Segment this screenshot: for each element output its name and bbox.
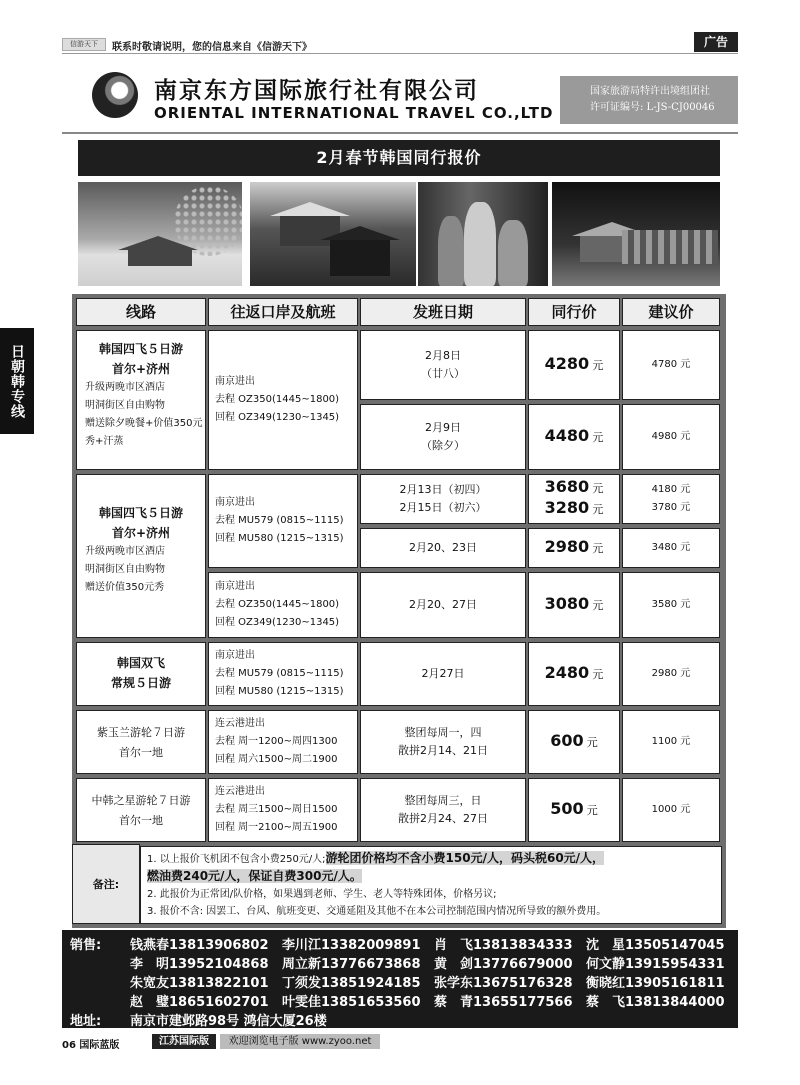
departure-date: 2月15日（初六）	[399, 501, 487, 514]
trade-price: 3680	[544, 477, 590, 496]
trade-price: 600	[550, 730, 584, 750]
header-recommended-price: 建议价	[622, 298, 720, 326]
departure-date: 2月20、23日	[409, 541, 477, 554]
sales-contact: 蔡 青13655177566	[434, 995, 573, 1010]
company-header	[62, 62, 738, 134]
page-number: 06 国际蓝版	[62, 1040, 120, 1051]
company-name-cn: 南京东方国际旅行社有限公司	[154, 78, 479, 104]
port-flight-cell	[208, 330, 358, 470]
notes-label: 备注:	[72, 844, 140, 924]
trade-price-cell	[528, 778, 620, 842]
header-route: 线路	[76, 298, 206, 326]
recommended-price-cell	[622, 710, 720, 774]
currency-unit: 元	[592, 667, 604, 681]
recommended-price: 1100 元	[651, 736, 691, 747]
departure-date-cell	[360, 528, 526, 568]
currency-unit: 元	[592, 430, 604, 444]
recommended-price: 3480 元	[651, 542, 691, 553]
port-name: 连云港进出	[215, 786, 265, 797]
sales-contact: 周立新13776673868	[282, 957, 421, 972]
trade-price: 4480	[544, 425, 590, 445]
photo-temple	[250, 182, 416, 286]
company-name-en: ORIENTAL INTERNATIONAL TRAVEL CO.,LTD	[154, 104, 554, 122]
currency-unit: 元	[592, 358, 604, 372]
address-label: 地址:	[70, 1014, 102, 1029]
sales-contact: 衡晓红13905161811	[586, 976, 725, 991]
trade-price: 500	[550, 798, 584, 818]
recommended-price: 4180 元	[651, 484, 691, 495]
lunar-date: （除夕）	[421, 439, 465, 452]
recommended-price-cell	[622, 528, 720, 568]
sales-label: 销售:	[70, 938, 102, 953]
departure-date-cell	[360, 642, 526, 706]
port-name: 连云港进出	[215, 718, 265, 729]
sales-contact: 丁须发13851924185	[282, 976, 421, 991]
outbound-flight: 去程 MU579 (0815~1115)	[215, 515, 344, 526]
outbound-sailing: 去程 周三1500~周日1500	[215, 804, 338, 815]
departure-date-cell	[360, 710, 526, 774]
port-name: 南京进出	[215, 650, 255, 661]
trade-price-cell	[528, 330, 620, 400]
recommended-price: 4980 元	[651, 431, 691, 442]
trade-price: 2480	[544, 662, 590, 682]
publisher-logo: 信游天下	[62, 38, 106, 51]
license-line-2: 许可证编号: L-JS-CJ00046	[590, 102, 715, 113]
port-name: 南京进出	[215, 581, 255, 592]
departure-date: 2月8日	[425, 349, 461, 362]
note-2: 2. 此报价为正常团/队价格，如果遇到老师、学生、老人等特殊团体，价格另议;	[147, 889, 497, 900]
recommended-price-cell	[622, 474, 720, 524]
sales-contact: 赵 璧18651602701	[130, 995, 269, 1010]
departure-date: 2月13日（初四）	[399, 483, 487, 496]
header-trade-price: 同行价	[528, 298, 620, 326]
recommended-price: 3580 元	[651, 599, 691, 610]
departure-date: 2月9日	[425, 421, 461, 434]
return-flight: 回程 OZ349(1230~1345)	[215, 412, 340, 423]
return-sailing: 回程 周一2100~周五1900	[215, 822, 338, 833]
currency-unit: 元	[592, 503, 604, 516]
top-strip	[62, 36, 738, 54]
route-title: 韩国四飞５日游	[98, 506, 183, 520]
return-flight: 回程 MU580 (1215~1315)	[215, 686, 344, 697]
route-feature: 明洞街区自由购物	[85, 564, 165, 575]
recommended-price: 4780 元	[651, 359, 691, 370]
website-link[interactable]: 欢迎浏览电子版 www.zyoo.net	[220, 1034, 380, 1049]
sales-contact: 李川江13382009891	[282, 938, 421, 953]
page-footer	[62, 1034, 738, 1050]
recommended-price: 1000 元	[651, 804, 691, 815]
sales-contacts	[62, 930, 738, 1028]
return-sailing: 回程 周六1500~周二1900	[215, 754, 338, 765]
sales-contact: 何文静13915954331	[586, 957, 725, 972]
header-departure-date: 发班日期	[360, 298, 526, 326]
route-subtitle: 首尔一地	[119, 814, 163, 827]
outbound-sailing: 去程 周一1200~周四1300	[215, 736, 338, 747]
photo-snow-palace	[78, 182, 242, 286]
photo-night-palace	[552, 182, 720, 286]
departure-date: 散拼2月14、21日	[398, 744, 488, 757]
header-port-flight: 往返口岸及航班	[208, 298, 358, 326]
route-cell	[76, 642, 206, 706]
sales-contact: 叶雯佳13851653560	[282, 995, 421, 1010]
route-subtitle: 首尔+济州	[111, 526, 171, 540]
recommended-price-cell	[622, 642, 720, 706]
departure-date-cell	[360, 778, 526, 842]
sales-contact: 朱宽友13813822101	[130, 976, 269, 991]
trade-price-cell	[528, 528, 620, 568]
port-flight-cell	[208, 778, 358, 842]
route-subtitle: 首尔+济州	[111, 362, 171, 376]
return-flight: 回程 MU580 (1215~1315)	[215, 533, 344, 544]
currency-unit: 元	[586, 803, 598, 817]
route-feature: 升级两晚市区酒店	[85, 546, 165, 557]
departure-date: 2月20、27日	[409, 598, 477, 611]
departure-date-cell	[360, 404, 526, 470]
route-feature: 赠送价值350元秀	[85, 582, 165, 593]
departure-date: 整团每周一，四	[404, 726, 482, 739]
route-subtitle: 常规５日游	[110, 676, 171, 690]
sales-contact: 黄 剑13776679000	[434, 957, 573, 972]
route-cell	[76, 474, 206, 638]
departure-date-cell	[360, 474, 526, 524]
port-flight-cell	[208, 474, 358, 568]
departure-date: 整团每周三，日	[404, 794, 482, 807]
departure-date: 散拼2月24、27日	[398, 812, 488, 825]
route-title: 韩国四飞５日游	[98, 342, 183, 356]
recommended-price-cell	[622, 330, 720, 400]
page-title: 2月春节韩国同行报价	[78, 140, 720, 176]
trade-price: 2980	[544, 536, 590, 556]
trade-price-cell	[528, 710, 620, 774]
port-name: 南京进出	[215, 497, 255, 508]
route-cell	[76, 330, 206, 470]
outbound-flight: 去程 MU579 (0815~1115)	[215, 668, 344, 679]
license-box	[560, 76, 738, 124]
outbound-flight: 去程 OZ350(1445~1800)	[215, 394, 340, 405]
port-flight-cell	[208, 710, 358, 774]
return-flight: 回程 OZ349(1230~1345)	[215, 617, 340, 628]
note-1b: 游轮团价格均不含小费150元/人，码头税60元/人，	[325, 851, 605, 865]
trade-price-cell	[528, 474, 620, 524]
port-flight-cell	[208, 642, 358, 706]
note-1c: 燃油费240元/人，保证自费300元/人。	[147, 869, 362, 883]
trade-price: 4280	[544, 353, 590, 373]
notes-box	[140, 846, 722, 924]
sales-contact: 钱燕春13813906802	[130, 938, 269, 953]
currency-unit: 元	[592, 541, 604, 555]
sales-contact: 沈 星13505147045	[586, 938, 725, 953]
sales-contact: 肖 飞13813834333	[434, 938, 573, 953]
trade-price: 3080	[544, 593, 590, 613]
route-subtitle: 首尔一地	[119, 746, 163, 759]
route-feature: 赠送除夕晚餐+价值350元	[85, 418, 203, 429]
outbound-flight: 去程 OZ350(1445~1800)	[215, 599, 340, 610]
side-tab: 日朝韩专线	[0, 328, 34, 434]
trade-price-cell	[528, 404, 620, 470]
departure-date: 2月27日	[421, 667, 465, 680]
port-flight-cell	[208, 572, 358, 638]
currency-unit: 元	[592, 482, 604, 495]
route-title: 紫玉兰游轮７日游	[97, 726, 185, 739]
price-table	[72, 294, 726, 928]
company-logo-icon	[92, 72, 138, 118]
trade-price-cell	[528, 642, 620, 706]
lunar-date: （廿八）	[421, 367, 465, 380]
company-address: 南京市建邺路98号 鸿信大厦26楼	[130, 1014, 327, 1029]
route-title: 韩国双飞	[116, 656, 165, 670]
note-1a: 1. 以上报价飞机团不包含小费250元/人;	[147, 854, 326, 865]
recommended-price-cell	[622, 404, 720, 470]
port-name: 南京进出	[215, 376, 255, 387]
ad-tag: 广告	[694, 32, 738, 52]
edition-label: 江苏国际版	[152, 1034, 216, 1049]
recommended-price-cell	[622, 572, 720, 638]
sales-contact: 蔡 飞13813844000	[586, 995, 725, 1010]
route-cell	[76, 778, 206, 842]
currency-unit: 元	[586, 735, 598, 749]
sales-contact: 李 明13952104868	[130, 957, 269, 972]
note-3: 3. 报价不含: 因罢工、台风、航班变更、交通延阻及其他不在本公司控制范围内情况所导致的额外费用。	[147, 906, 607, 917]
departure-date-cell	[360, 572, 526, 638]
currency-unit: 元	[592, 598, 604, 612]
trade-price-cell	[528, 572, 620, 638]
recommended-price-cell	[622, 778, 720, 842]
departure-date-cell	[360, 330, 526, 400]
route-feature: 秀+汗蒸	[85, 436, 124, 447]
route-feature: 升级两晚市区酒店	[85, 382, 165, 393]
photo-hanbok-people	[418, 182, 548, 286]
sales-contact: 张学东13675176328	[434, 976, 573, 991]
source-note: 联系时敬请说明，您的信息来自《信游天下》	[112, 42, 312, 53]
route-feature: 明洞街区自由购物	[85, 400, 165, 411]
recommended-price: 3780 元	[651, 502, 691, 513]
recommended-price: 2980 元	[651, 668, 691, 679]
license-line-1: 国家旅游局特许出境组团社	[590, 86, 710, 97]
route-title: 中韩之星游轮７日游	[91, 794, 191, 807]
route-cell	[76, 710, 206, 774]
trade-price: 3280	[544, 498, 590, 517]
